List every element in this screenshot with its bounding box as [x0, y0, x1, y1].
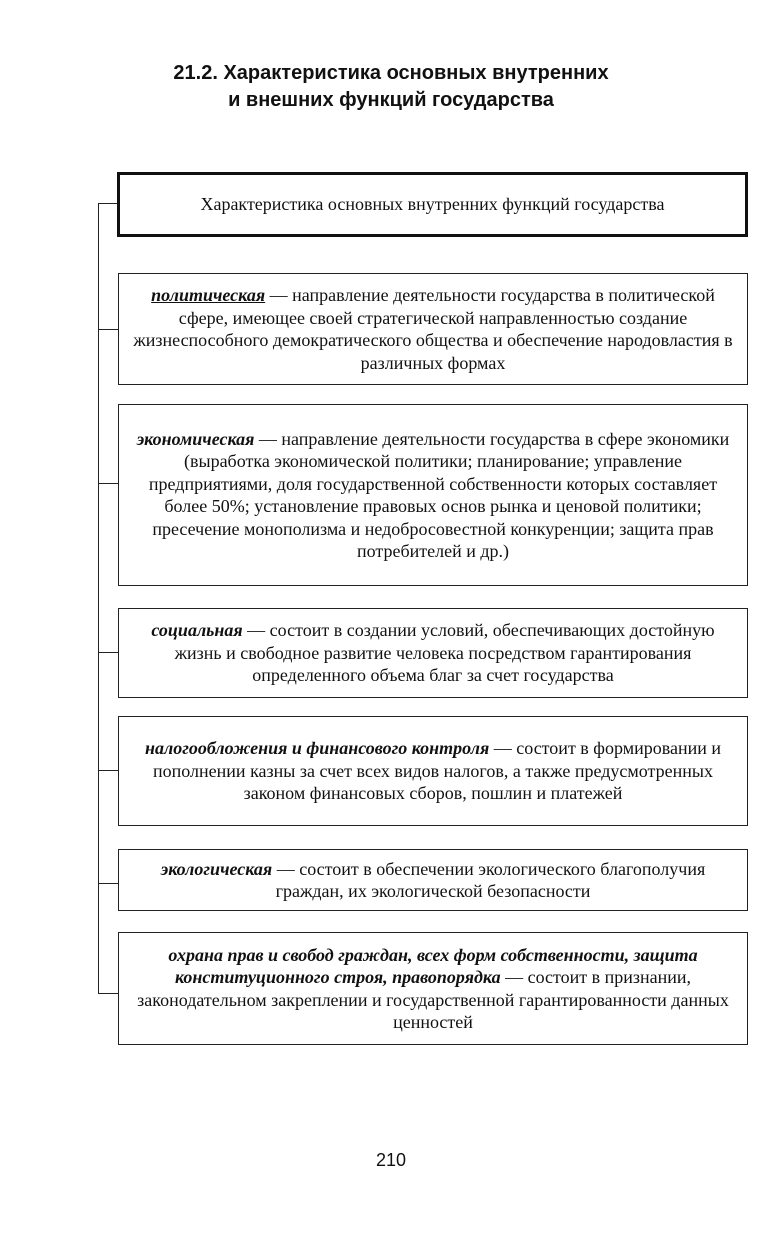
function-box-social — [118, 608, 748, 698]
connector-line-political — [98, 329, 118, 330]
function-description: — состоит в создании условий, обеспечивающих достойную жизнь и свободное развитие человека посредством гарантирования определенного объема благ за счет государства — [174, 620, 715, 686]
function-description: — направление деятельности государства в политической сфере, имеющее своей стратегической направленностью создание жизнеспособного демократического общества и обеспечение народовластия в различных формах — [133, 285, 733, 373]
connector-line-tax — [98, 770, 118, 771]
function-term: налогообложения и финансового контроля — [145, 738, 490, 759]
page-title — [0, 60, 782, 114]
connector-line-rights — [98, 993, 118, 994]
connector-line-ecological — [98, 883, 118, 884]
connector-line-economic — [98, 483, 118, 484]
page-number: 210 — [375, 1150, 407, 1170]
function-box-rights — [118, 932, 748, 1045]
function-description: — состоит в обеспечении экологического благополучия граждан, их экологической безопасности — [272, 858, 706, 901]
function-description: — состоит в признании, законодательном закреплении и государственной гарантированности данных ценностей — [137, 967, 729, 1032]
function-box-ecological — [118, 849, 748, 911]
connector-line-social — [98, 652, 118, 653]
page-title-line-2: и внешних функций государства — [228, 89, 554, 111]
function-description: — направление деятельности государства в сфере экономики (выработка экономической политики; планирование; управление предприятиями, доля государственной собственности которых составляет более 50%; установление правовых основ рынка и ценовой политики; пресечение монополизма и недобросовестной конкуренции; защита прав потребителей и др.) — [148, 428, 730, 561]
function-box-tax — [118, 716, 748, 826]
function-term: охрана прав и свобод граждан, всех форм собственности, защита конституционного строя, правопорядка — [168, 944, 698, 987]
function-box-political — [118, 273, 748, 385]
header-box-label: Характеристика основных внутренних функций государства — [200, 194, 665, 214]
function-box-economic — [118, 404, 748, 586]
function-description: — состоит в формировании и пополнении казны за счет всех видов налогов, а также предусмотренных законом финансовых сборов, пошлин и платежей — [153, 738, 721, 804]
connector-line-header — [98, 203, 118, 204]
connector-vertical-line — [98, 203, 99, 993]
function-term: политическая — [151, 285, 266, 305]
page-title-line-1: 21.2. Характеристика основных внутренних — [173, 62, 609, 84]
function-term: социальная — [151, 620, 243, 641]
header-box — [117, 172, 748, 237]
function-term: экономическая — [136, 428, 255, 449]
function-term: экологическая — [160, 858, 273, 879]
